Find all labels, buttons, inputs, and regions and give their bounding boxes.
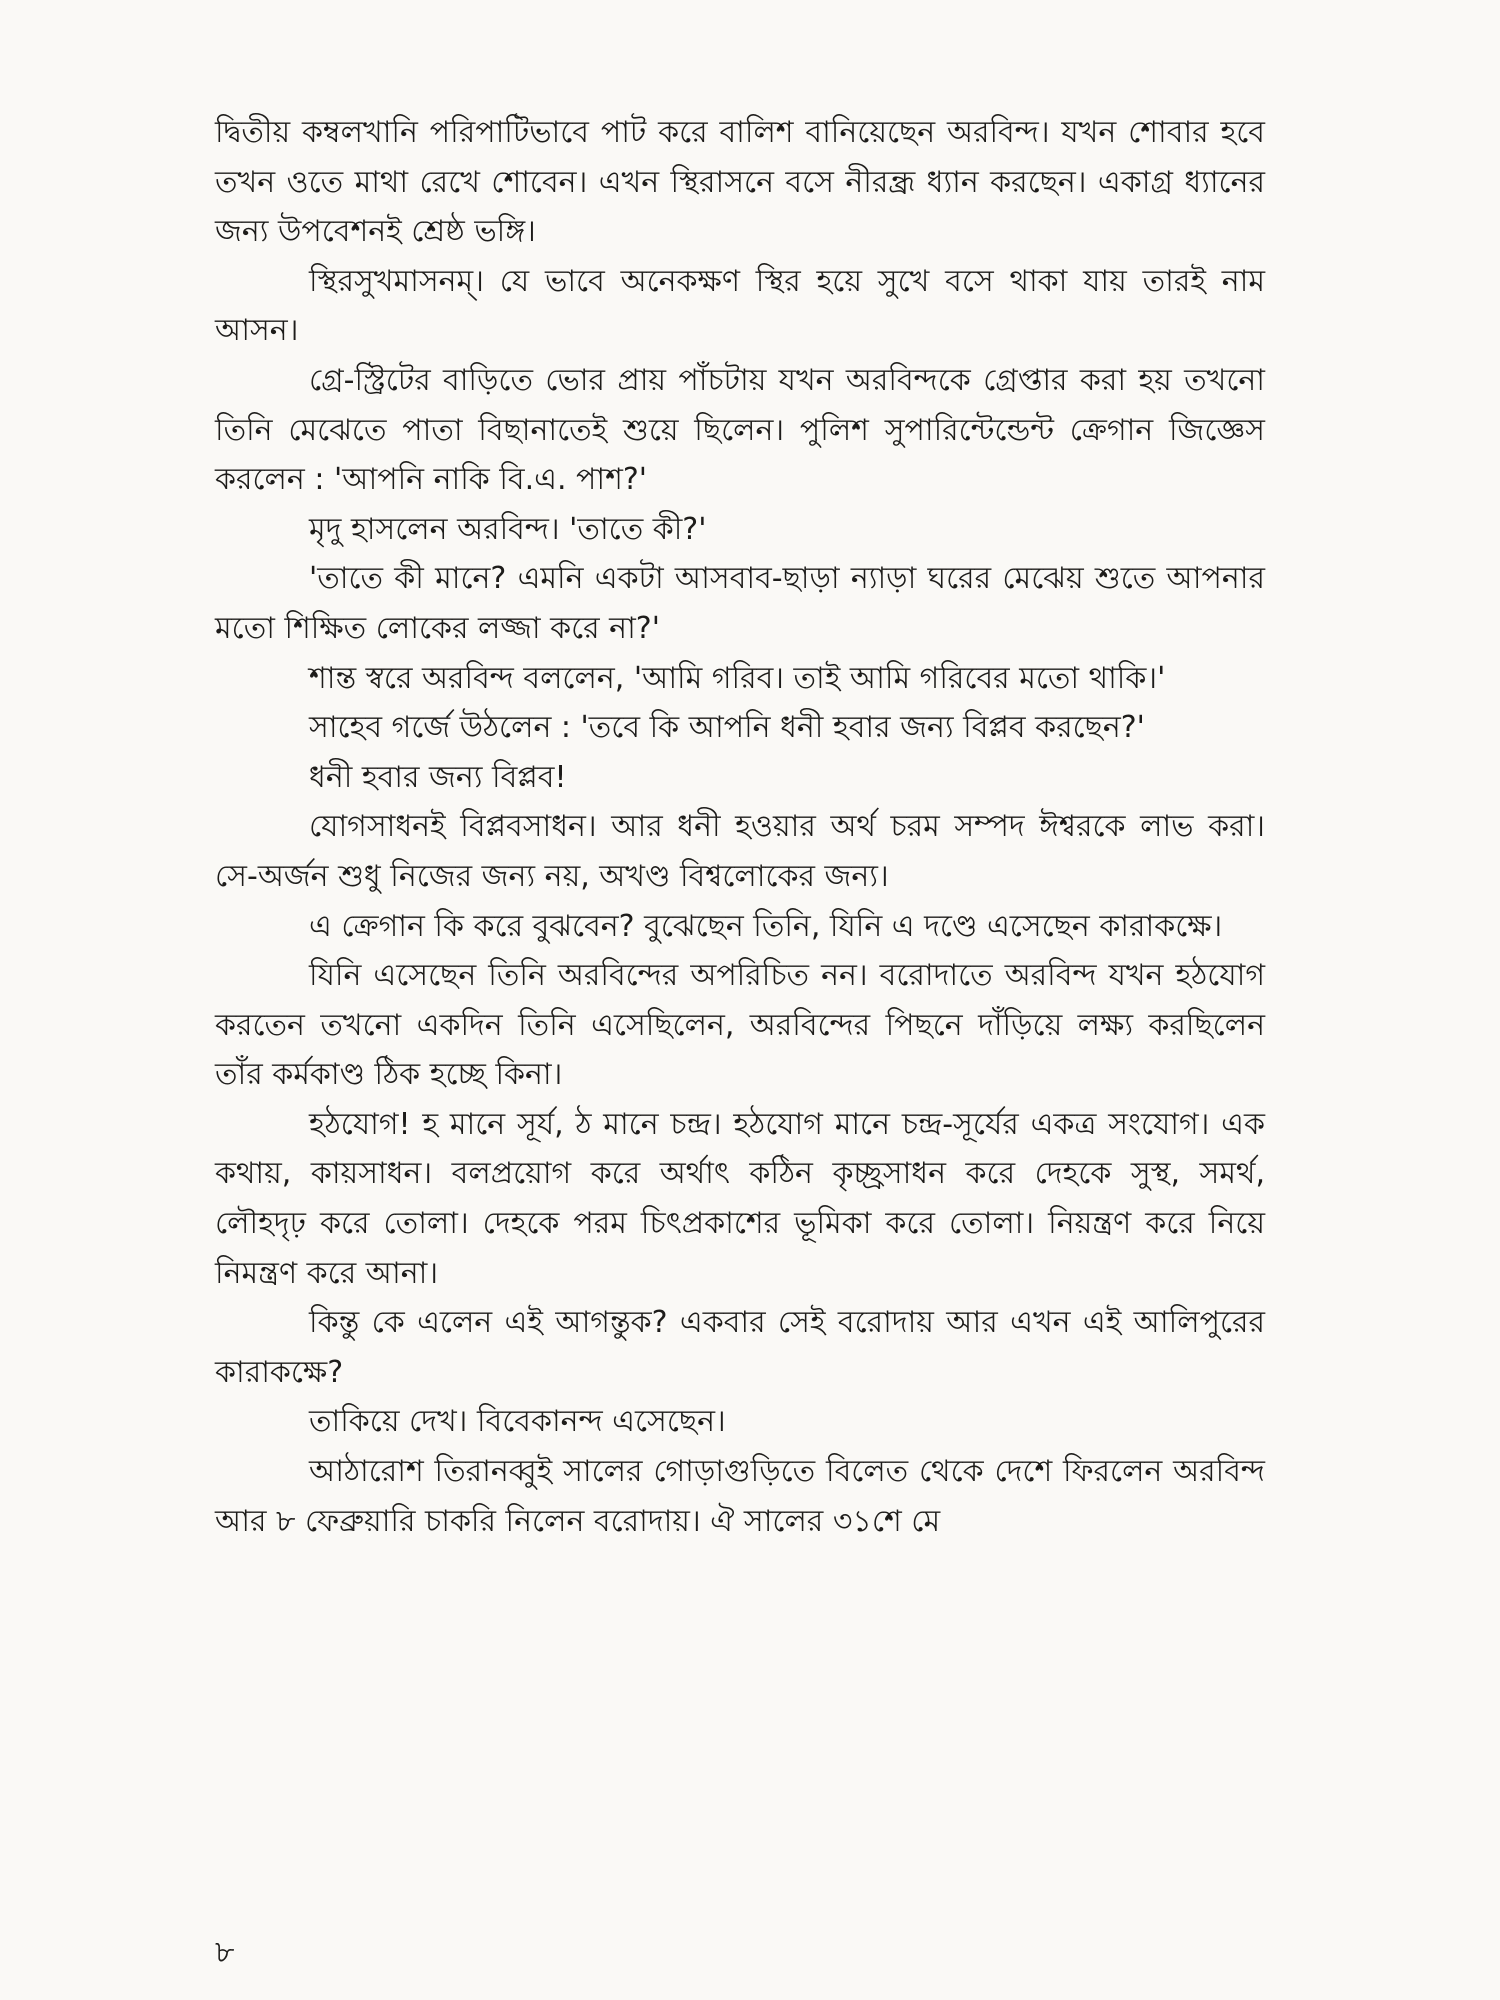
paragraph: গ্রে-স্ট্রিটের বাড়িতে ভোর প্রায় পাঁচটায় যখন অরবিন্দকে গ্রেপ্তার করা হয় তখনো তিনি মেঝেতে পাতা বিছানাতেই শুয়ে ছিলেন। পুলিশ সুপারিন্টেন্ডেন্ট ক্রেগান জিজ্ঞেস করলেন : 'আপনি নাকি বি.এ. পাশ?' — [215, 362, 1265, 498]
page-number: ৮ — [215, 1935, 235, 1970]
paragraph: হঠযোগ! হ মানে সূর্য, ঠ মানে চন্দ্র। হঠযোগ মানে চন্দ্র-সূর্যের একত্র সংযোগ। এক কথায়, কায়সাধন। বলপ্রয়োগ করে অর্থাৎ কঠিন কৃচ্ছ্রসাধন করে দেহকে সুস্থ, সমর্থ, লৌহদৃঢ় করে তোলা। দেহকে পরম চিৎপ্রকাশের ভূমিকা করে তোলা। নিয়ন্ত্রণ করে নিয়ে নিমন্ত্রণ করে আনা। — [215, 1106, 1265, 1291]
paragraph: তাকিয়ে দেখ। বিবেকানন্দ এসেছেন। — [309, 1404, 726, 1440]
paragraph: ধনী হবার জন্য বিপ্লব! — [309, 759, 567, 795]
paragraph: যোগসাধনই বিপ্লবসাধন। আর ধনী হওয়ার অর্থ চরম সম্পদ ঈশ্বরকে লাভ করা। সে-অর্জন শুধু নিজের জন্য নয়, অখণ্ড বিশ্বলোকের জন্য। — [215, 809, 1265, 894]
paragraph: সাহেব গর্জে উঠলেন : 'তবে কি আপনি ধনী হবার জন্য বিপ্লব করছেন?' — [309, 710, 1145, 746]
paragraph: আঠারোশ তিরানব্বুই সালের গোড়াগুড়িতে বিলেত থেকে দেশে ফিরলেন অরবিন্দ আর ৮ ফেব্রুয়ারি চাকরি নিলেন বরোদায়। ঐ সালের ৩১শে মে — [215, 1454, 1265, 1539]
paragraph: এ ক্রেগান কি করে বুঝবেন? বুঝেছেন তিনি, যিনি এ দণ্ডে এসেছেন কারাকক্ষে। — [309, 908, 1223, 944]
paragraph: যিনি এসেছেন তিনি অরবিন্দের অপরিচিত নন। বরোদাতে অরবিন্দ যখন হঠযোগ করতেন তখনো একদিন তিনি এসেছিলেন, অরবিন্দের পিছনে দাঁড়িয়ে লক্ষ্য করছিলেন তাঁর কর্মকাণ্ড ঠিক হচ্ছে কিনা। — [215, 958, 1265, 1093]
paragraph: দ্বিতীয় কম্বলখানি পরিপাটিভাবে পাট করে বালিশ বানিয়েছেন অরবিন্দ। যখন শোবার হবে তখন ওতে মাথা রেখে শোবেন। এখন স্থিরাসনে বসে নীরন্ধ্র ধ্যান করছেন। একাগ্র ধ্যানের জন্য উপবেশনই শ্রেষ্ঠ ভঙ্গি। — [215, 115, 1265, 250]
paragraph: স্থিরসুখমাসনম্। যে ভাবে অনেকক্ষণ স্থির হয়ে সুখে বসে থাকা যায় তারই নাম আসন। — [215, 263, 1265, 349]
paragraph: 'তাতে কী মানে? এমনি একটা আসবাব-ছাড়া ন্যাড়া ঘরের মেঝেয় শুতে আপনার মতো শিক্ষিত লোকের লজ্জা করে না?' — [215, 561, 1265, 646]
paragraph: শান্ত স্বরে অরবিন্দ বললেন, 'আমি গরিব। তাই আমি গরিবের মতো থাকি।' — [309, 660, 1166, 696]
paragraph: মৃদু হাসলেন অরবিন্দ। 'তাতে কী?' — [309, 511, 707, 547]
paragraph: কিন্তু কে এলেন এই আগন্তুক? একবার সেই বরোদায় আর এখন এই আলিপুরের কারাকক্ষে? — [215, 1305, 1265, 1390]
body-text — [215, 108, 1265, 1546]
